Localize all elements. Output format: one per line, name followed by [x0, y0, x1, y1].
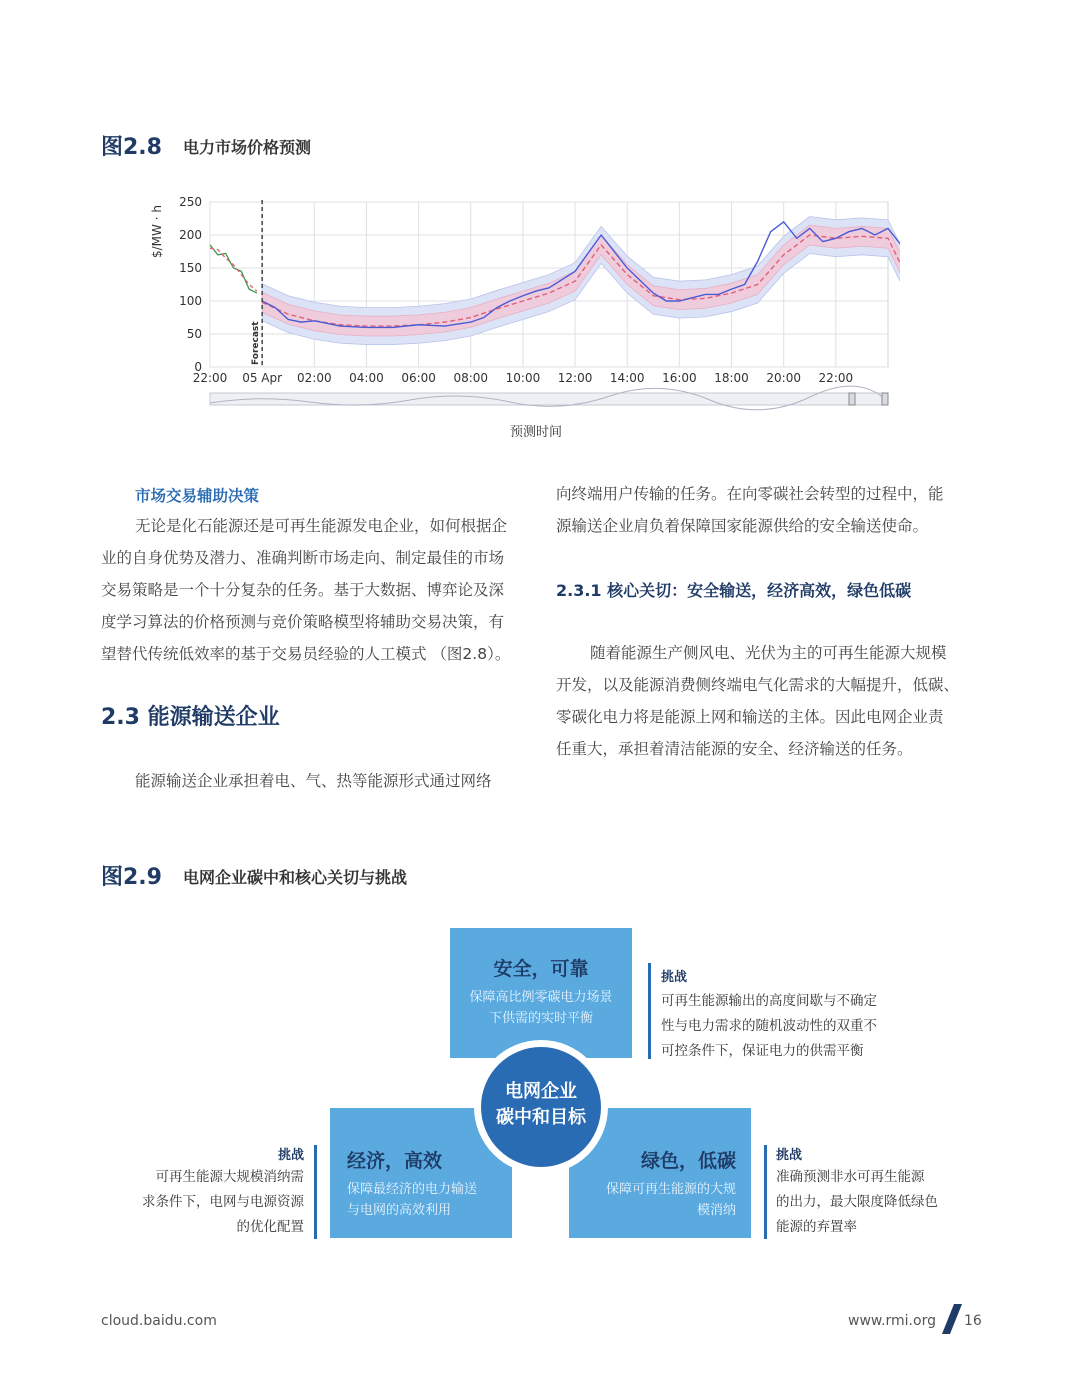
x-tick-label: 14:00: [609, 371, 645, 385]
x-tick-label: 20:00: [766, 371, 801, 385]
box-safe-reliable: [450, 928, 632, 1058]
challenge-text: [661, 989, 877, 1064]
box-desc-green: [569, 1179, 751, 1221]
x-tick-label: 06:00: [401, 371, 436, 385]
box-desc-line: 下供需的实时平衡: [488, 1011, 593, 1026]
challenge-line: 能源的弃置率: [776, 1219, 857, 1235]
page-number: 16: [964, 1313, 982, 1329]
y-tick-label: 150: [179, 261, 202, 275]
challenge-label: 挑战: [661, 970, 688, 985]
box-desc-line: 保障最经济的电力输送: [347, 1182, 478, 1197]
x-tick-label: 22:00: [818, 371, 854, 385]
box-desc-economic: [330, 1179, 512, 1221]
y-tick-label: 200: [179, 228, 202, 242]
box-desc-safe: [450, 987, 632, 1029]
center-line1: 电网企业: [505, 1081, 577, 1102]
challenge-line: 的优化配置: [236, 1219, 304, 1235]
footer-right-url[interactable]: www.rmi.org: [848, 1313, 936, 1329]
para-transmission-line: 向终端用户传输的任务。在向零碳社会转型的过程中，能: [556, 485, 944, 503]
navigator-handle-left[interactable]: [849, 393, 855, 405]
challenge-top: [661, 966, 877, 1064]
forecast-label: Forecast: [251, 321, 262, 365]
chart-navigator[interactable]: [210, 393, 888, 405]
challenge-line: 准确预测非水可再生能源: [776, 1169, 925, 1185]
subhead-market-trading: 市场交易辅助决策: [135, 487, 260, 505]
para-grid-line: 零碳化电力将是能源上网和输送的主体。因此电网企业责: [556, 708, 944, 726]
para-transmission-line: 源输送企业肩负着保障国家能源供给的安全输送使命。: [556, 517, 929, 535]
challenge-label: 挑战: [277, 1148, 304, 1163]
box-desc-line: 保障可再生能源的大规: [605, 1182, 736, 1197]
box-title-green: 绿色，低碳: [640, 1150, 736, 1172]
subsection-heading: 2.3.1 核心关切：安全输送，经济高效，绿色低碳: [556, 581, 912, 600]
box-desc-line: 与电网的高效利用: [347, 1203, 452, 1218]
challenge-label: 挑战: [776, 1148, 803, 1163]
center-line2: 碳中和目标: [496, 1107, 586, 1128]
paragraph-transmission-start: 能源输送企业承担着电、气、热等能源形式通过网络: [135, 772, 492, 790]
x-tick-label: 18:00: [714, 371, 749, 385]
x-tick-label: 08:00: [453, 371, 489, 385]
para-market-line: 交易策略是一个十分复杂的任务。基于大数据、博弈论及深: [101, 581, 505, 599]
x-tick-label: 02:00: [297, 371, 332, 385]
challenge-line: 求条件下，电网与电源资源: [142, 1194, 304, 1210]
challenge-line: 性与电力需求的随机波动性的双重不: [661, 1018, 877, 1034]
x-axis-label: 预测时间: [510, 425, 563, 440]
challenge-line: 可再生能源大规模消纳需: [155, 1169, 304, 1185]
footer-left-url[interactable]: cloud.baidu.com: [101, 1313, 217, 1329]
box-desc-line: 保障高比例零碳电力场景: [469, 990, 613, 1005]
y-tick-label: 250: [179, 195, 202, 209]
x-tick-label: 16:00: [662, 371, 697, 385]
challenge-divider-right: [764, 1145, 767, 1239]
x-tick-label: 10:00: [505, 371, 541, 385]
figure-title: 电力市场价格预测: [183, 138, 312, 157]
paragraph-grid-duty: [556, 637, 986, 765]
x-tick-label: 22:00: [192, 371, 228, 385]
x-tick-label: 04:00: [349, 371, 384, 385]
para-market-line: 业的自身优势及潜力、准确判断市场走向、制定最佳的市场: [101, 549, 505, 567]
challenge-line: 可再生能源输出的高度间歇与不确定: [661, 993, 877, 1009]
figure-title-2-9: 电网企业碳中和核心关切与挑战: [183, 868, 408, 887]
price-forecast-chart: [140, 190, 900, 415]
para-market-line: 度学习算法的价格预测与竞价策略模型将辅助交易决策，有: [101, 613, 505, 631]
section-heading: 2.3 能源输送企业: [101, 705, 280, 730]
challenge-right: [776, 1144, 938, 1240]
paragraph-transmission-cont: [556, 478, 986, 542]
y-tick-label: 50: [186, 327, 202, 341]
challenge-divider-top: [648, 963, 651, 1059]
para-market-line: 望替代传统低效率的基于交易员经验的人工模式 （图2.8）。: [101, 645, 511, 663]
figure-number: 图2.8: [101, 135, 162, 160]
para-grid-line: 开发，以及能源消费侧终端电气化需求的大幅提升，低碳、: [556, 676, 960, 694]
challenge-text: [776, 1165, 938, 1240]
x-tick-label: 12:00: [557, 371, 593, 385]
para-grid-line: 随着能源生产侧风电、光伏为主的可再生能源大规模: [590, 644, 947, 662]
box-title-economic: 经济，高效: [347, 1150, 443, 1172]
center-goal-circle: [481, 1047, 601, 1167]
footer-slash-icon: [942, 1304, 964, 1334]
y-axis-label: $/MW · h: [150, 205, 164, 258]
paragraph-market-trading: [101, 510, 531, 670]
challenge-line: 可控条件下，保证电力的供需平衡: [661, 1043, 864, 1059]
box-desc-line: 模消纳: [696, 1203, 736, 1218]
para-grid-line: 任重大，承担着清洁能源的安全、经济输送的任务。: [556, 740, 913, 758]
navigator-handle-right[interactable]: [882, 393, 888, 405]
challenge-text: [120, 1165, 304, 1240]
challenge-line: 的出力，最大限度降低绿色: [776, 1194, 938, 1210]
y-tick-label: 0: [194, 360, 202, 374]
challenge-left: [120, 1144, 304, 1240]
x-tick-label: 05 Apr: [242, 371, 283, 385]
challenge-divider-left: [314, 1145, 317, 1239]
box-title-safe: 安全，可靠: [493, 958, 589, 980]
figure-number-2-9: 图2.9: [101, 865, 162, 890]
y-tick-label: 100: [179, 294, 202, 308]
para-market-line: 无论是化石能源还是可再生能源发电企业，如何根据企: [135, 517, 508, 535]
